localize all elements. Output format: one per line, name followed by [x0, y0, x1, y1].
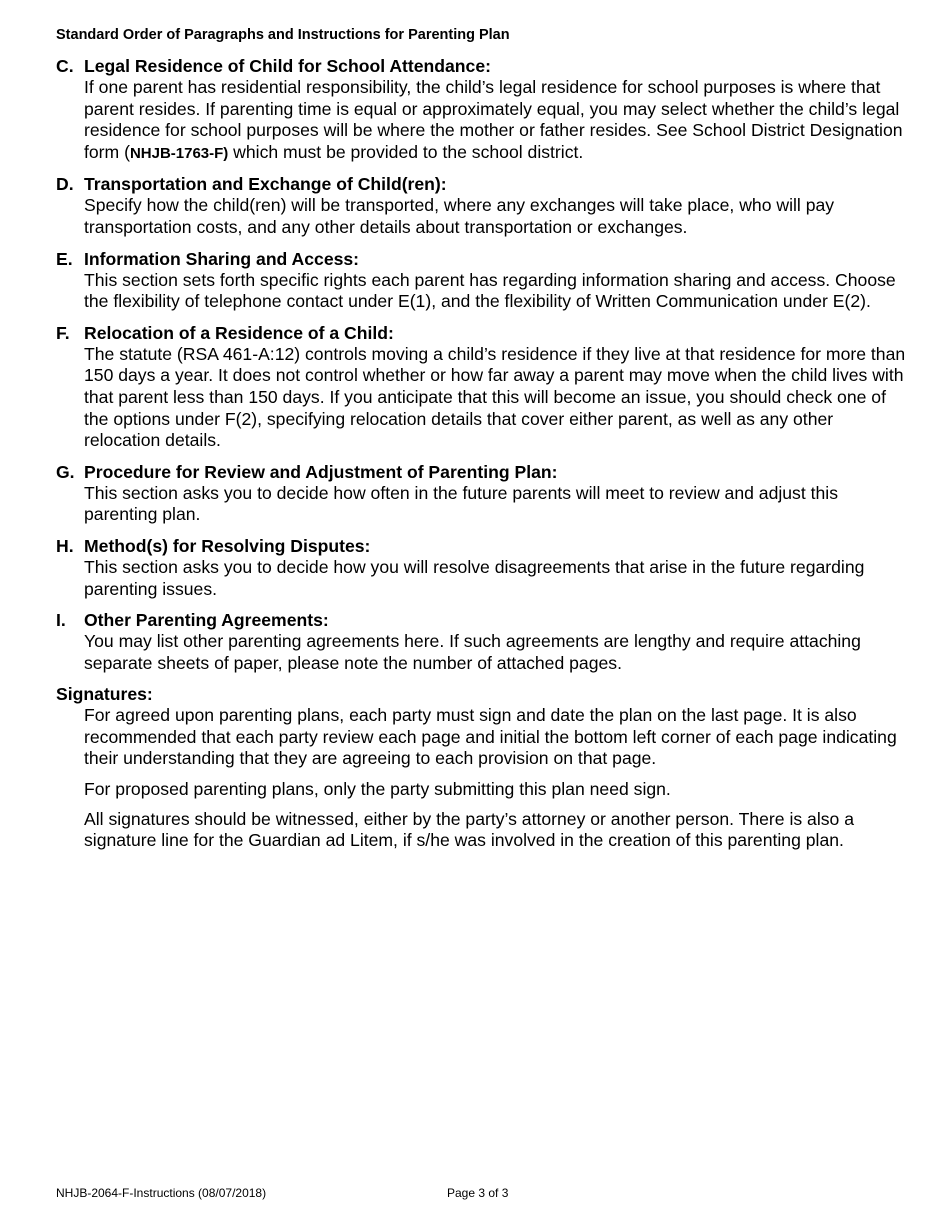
section-i — [56, 609, 906, 674]
section-i-letter: I. — [56, 610, 66, 631]
section-e-letter: E. — [56, 248, 73, 269]
page-title: Standard Order of Paragraphs and Instructions for Parenting Plan — [56, 27, 510, 43]
section-i-heading — [56, 609, 906, 631]
instructions-content — [56, 55, 906, 861]
section-g — [56, 461, 906, 526]
section-f-heading — [56, 322, 906, 344]
section-e-title: Information Sharing and Access: — [84, 248, 360, 269]
section-h-heading — [56, 535, 906, 557]
section-c-body-before: If one parent has residential responsibility, the child’s legal residence for school purposes is where that parent resides. If parenting time is equal or approximately equal, you may select whether the child’s legal residence for school purposes will be where the mother or father resides. See School District Designation form ( — [84, 77, 903, 162]
section-f — [56, 322, 906, 452]
section-e-body: This section sets forth specific rights each parent has regarding information sharing and access. Choose the flexibility of telephone contact under E(1), and the flexibility of Written Communication under E(2). — [84, 269, 896, 312]
section-g-body: This section asks you to decide how often in the future parents will meet to review and adjust this parenting plan. — [84, 482, 838, 525]
section-e-heading — [56, 248, 906, 270]
section-f-title: Relocation of a Residence of a Child: — [84, 322, 394, 343]
section-g-letter: G. — [56, 461, 75, 482]
footer-page-number: Page 3 of 3 — [447, 1186, 509, 1200]
signatures-paragraph: For agreed upon parenting plans, each party must sign and date the plan on the last page. It is also recommended that each party review each page and initial the bottom left corner of each page indicating their understanding that they are agreeing to each provision on that page. — [84, 705, 897, 769]
section-d-letter: D. — [56, 174, 74, 195]
school-district-form-ref: NHJB-1763-F) — [129, 144, 229, 162]
signatures-heading: Signatures: — [56, 684, 153, 705]
section-c — [56, 55, 906, 164]
section-h-letter: H. — [56, 535, 74, 556]
signatures-section — [56, 683, 906, 852]
signatures-paragraph: For proposed parenting plans, only the party submitting this plan need sign. — [84, 778, 671, 799]
section-g-heading — [56, 461, 906, 483]
section-d-title: Transportation and Exchange of Child(ren): — [84, 174, 447, 195]
section-f-letter: F. — [56, 322, 70, 343]
section-d — [56, 173, 906, 238]
section-f-body: The statute (RSA 461-A:12) controls moving a child’s residence if they live at that residence for more than 150 days a year. It does not control whether or how far away a parent may move when the child lives with that parent less than 150 days. If you anticipate that this will become an issue, you should check one of the options under F(2), specifying relocation details that cover either parent, as well as any other relocation details. — [84, 343, 906, 451]
section-c-body — [84, 77, 906, 164]
section-h — [56, 535, 906, 600]
section-e — [56, 248, 906, 313]
section-d-heading — [56, 173, 906, 195]
section-c-letter: C. — [56, 56, 74, 76]
section-c-body-after: which must be provided to the school district. — [228, 141, 584, 162]
section-c-heading — [56, 55, 906, 77]
footer-form-id: NHJB-2064-F-Instructions (08/07/2018) — [56, 1186, 267, 1200]
section-c-title: Legal Residence of Child for School Attendance: — [84, 56, 491, 76]
section-i-body: You may list other parenting agreements here. If such agreements are lengthy and require attaching separate sheets of paper, please note the number of attached pages. — [84, 631, 861, 673]
section-g-title: Procedure for Review and Adjustment of Parenting Plan: — [84, 461, 558, 482]
section-i-title: Other Parenting Agreements: — [84, 610, 329, 631]
section-h-body: This section asks you to decide how you will resolve disagreements that arise in the future regarding parenting issues. — [84, 556, 865, 599]
section-h-title: Method(s) for Resolving Disputes: — [84, 535, 371, 556]
signatures-paragraph: All signatures should be witnessed, either by the party’s attorney or another person. There is also a signature line for the Guardian ad Litem, if s/he was involved in the creation of this parenting plan. — [84, 808, 855, 851]
section-d-body: Specify how the child(ren) will be transported, where any exchanges will take place, who will pay transportation costs, and any other details about transportation or exchanges. — [84, 195, 835, 237]
